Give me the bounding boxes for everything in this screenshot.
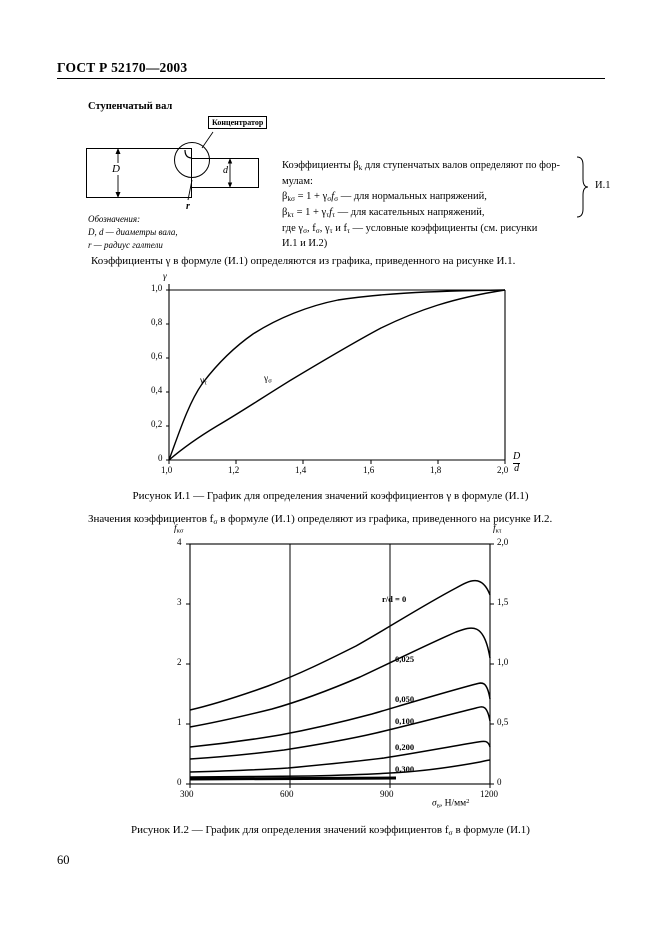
chart-2-ytick-right-2: 1,0 [497, 657, 509, 667]
formula-block [282, 158, 582, 252]
page-header: ГОСТ Р 52170—2003 [57, 60, 188, 75]
notes-line-1: D, d — диаметры вала, [88, 227, 178, 238]
chart-1-xtick-5: 2,0 [497, 465, 509, 475]
formula-line-1-rest: для ступенчатых валов определяют по фор- [362, 160, 560, 171]
chart-2-ytick-left-4: 4 [177, 537, 182, 547]
chart-2-ylabel-left-sub: кσ [176, 527, 184, 535]
chart-2-xlabel-main: σ [432, 798, 437, 809]
chart-1-xlabel [513, 452, 520, 474]
formula-line-2: мулам: [282, 175, 313, 187]
chart-2-ytick-left-2: 2 [177, 657, 182, 667]
f3-sub3: σ [334, 194, 339, 204]
paragraph-f-sigma [88, 513, 552, 526]
chart-1-ytick-5: 1,0 [151, 283, 163, 293]
shaft-notation-notes [88, 213, 178, 252]
chart-2-xtick-2: 900 [380, 789, 394, 799]
chart-2-xtick-0: 300 [180, 789, 194, 799]
figure-2-caption-b: в формуле (И.1) [452, 824, 530, 836]
formula-line-6: И.1 и И.2) [282, 238, 328, 250]
chart-2-xtick-1: 600 [280, 789, 294, 799]
f4-tail: — для касательных напряжений, [335, 206, 485, 218]
chart-2-xlabel-unit: , Н/мм [439, 798, 467, 809]
formula-line-1 [282, 158, 582, 174]
chart-2-curve-label-2: 0,050 [395, 694, 415, 704]
f4-beta: β [282, 206, 288, 218]
chart-2-curve-label-4: 0,200 [395, 742, 415, 752]
chart-2-curve-label-3: 0,100 [395, 716, 415, 726]
chart-2-xlabel-sub: в [436, 802, 440, 810]
formula-brace [575, 156, 589, 218]
chart-1-ytick-3: 0,6 [151, 351, 163, 361]
chart-1-ytick-0: 0 [158, 453, 163, 463]
chart-2-ytick-left-1: 1 [177, 717, 182, 727]
formula-reference-label: И.1 [595, 180, 611, 191]
chart-2-ytick-left-3: 3 [177, 597, 182, 607]
figure-2-caption-sub: σ [448, 827, 453, 837]
f3-sub2: σ [327, 194, 332, 204]
notes-title: Обозначения: [88, 214, 141, 224]
chart-2-svg [160, 536, 530, 806]
chart-1-ytick-2: 0,4 [151, 385, 163, 395]
notes-line-2: r — радиус галтели [88, 240, 163, 251]
shaft-figure-title: Ступенчатый вал [88, 101, 173, 112]
f5-s1: σ [303, 225, 308, 235]
chart-figure-1 [133, 272, 523, 481]
concentrator-circle [174, 142, 210, 178]
paragraph-f-sigma-b: в формуле (И.1) определяют из графика, приведенного на рисунке И.2. [217, 513, 553, 525]
concentrator-label: Концентратор [208, 116, 267, 129]
chart-2-curve-label-1: 0,025 [395, 654, 415, 664]
paragraph-gamma: Коэффициенты γ в формуле (И.1) определяются из графика, приведенного на рисунке И.1. [91, 255, 516, 267]
chart-1-xtick-0: 1,0 [161, 465, 173, 475]
header-rule [57, 78, 605, 79]
chart-1-series-label-sigma [264, 374, 272, 385]
f4-f: f [329, 206, 333, 218]
f5-d: и f [332, 222, 347, 234]
figure-1-caption: Рисунок И.1 — График для определения значений коэффициентов γ в формуле (И.1) [132, 490, 529, 502]
f5-tail: — условные коэффициенты (см. рисунки [349, 222, 538, 234]
f3-sub: kσ [287, 194, 295, 204]
chart-1-ytick-4: 0,8 [151, 317, 163, 327]
figure-2-caption [0, 824, 661, 837]
chart-1-label-sigma-sub: σ [268, 377, 272, 385]
f4-sub3: τ [332, 209, 336, 219]
chart-1-label-tau-main: γ [200, 376, 205, 386]
chart-1-svg [133, 276, 523, 481]
figure-2-caption-a: Рисунок И.2 — График для определения значений коэффициентов f [131, 824, 449, 836]
chart-1-xtick-2: 1,4 [295, 465, 307, 475]
chart-2-ylabel-right [493, 524, 502, 535]
f5-s3: τ [329, 225, 333, 235]
page-number: 60 [57, 853, 70, 867]
shaft-drawing [80, 110, 280, 230]
chart-2-ytick-right-3: 1,5 [497, 597, 509, 607]
diameter-d-label: d [223, 165, 228, 176]
f5-s4: τ [346, 225, 350, 235]
radius-r-label: r [186, 201, 190, 212]
f3-tail: — для нормальных напряжений, [338, 191, 487, 203]
f5-a: где γ [282, 222, 304, 234]
f5-c: , γ [319, 222, 330, 234]
chart-2-ytick-right-4: 2,0 [497, 537, 509, 547]
f4-sub: kτ [287, 209, 294, 219]
diameter-D-label: D [112, 163, 120, 175]
chart-1-label-sigma-main: γ [264, 374, 269, 384]
f5-s2: σ [315, 225, 320, 235]
chart-2-curve-label-5: 0,300 [395, 764, 415, 774]
f4-sub2: τ [326, 209, 330, 219]
chart-2-ylabel-right-sub: кτ [495, 527, 502, 535]
chart-1-series-label-tau [200, 376, 207, 387]
chart-1-xtick-1: 1,2 [228, 465, 240, 475]
chart-1-xtick-3: 1,6 [363, 465, 375, 475]
chart-1-ylabel: γ [163, 272, 167, 282]
chart-1-xlabel-num: D [513, 451, 521, 462]
f4-eq: = 1 + γ [293, 206, 327, 218]
chart-2-xlabel-sup: 2 [466, 798, 470, 805]
f3-beta: β [282, 191, 288, 203]
formula-line-1-text: Коэффициенты β [282, 160, 359, 171]
chart-2-ylabel-right-main: f [493, 524, 496, 534]
chart-2-ytick-left-0: 0 [177, 777, 182, 787]
chart-2-xtick-3: 1200 [480, 789, 498, 799]
chart-1-xlabel-den: d [514, 462, 520, 474]
chart-2-ytick-right-0: 0 [497, 777, 502, 787]
chart-2-xlabel [432, 798, 469, 809]
paragraph-f-sigma-a: Значения коэффициентов f [88, 513, 214, 525]
chart-2-curve-label-0: r/d = 0 [382, 594, 407, 604]
chart-2-ytick-right-1: 0,5 [497, 717, 509, 727]
formula-line-4 [282, 205, 582, 221]
formula-line-3 [282, 189, 582, 205]
f5-b: , f [307, 222, 316, 234]
chart-1-xtick-4: 1,8 [430, 465, 442, 475]
chart-1-label-tau-sub: τ [204, 379, 207, 387]
chart-1-ytick-1: 0,2 [151, 419, 163, 429]
f3-eq: = 1 + γ [294, 191, 328, 203]
formula-line-1-sub: k [358, 162, 363, 172]
formula-line-5 [282, 221, 582, 237]
f3-f: f [331, 191, 335, 203]
chart-2-ylabel-left-main: f [174, 524, 177, 534]
paragraph-f-sigma-sub: σ [213, 516, 218, 526]
chart-2-ylabel-left [174, 524, 183, 535]
